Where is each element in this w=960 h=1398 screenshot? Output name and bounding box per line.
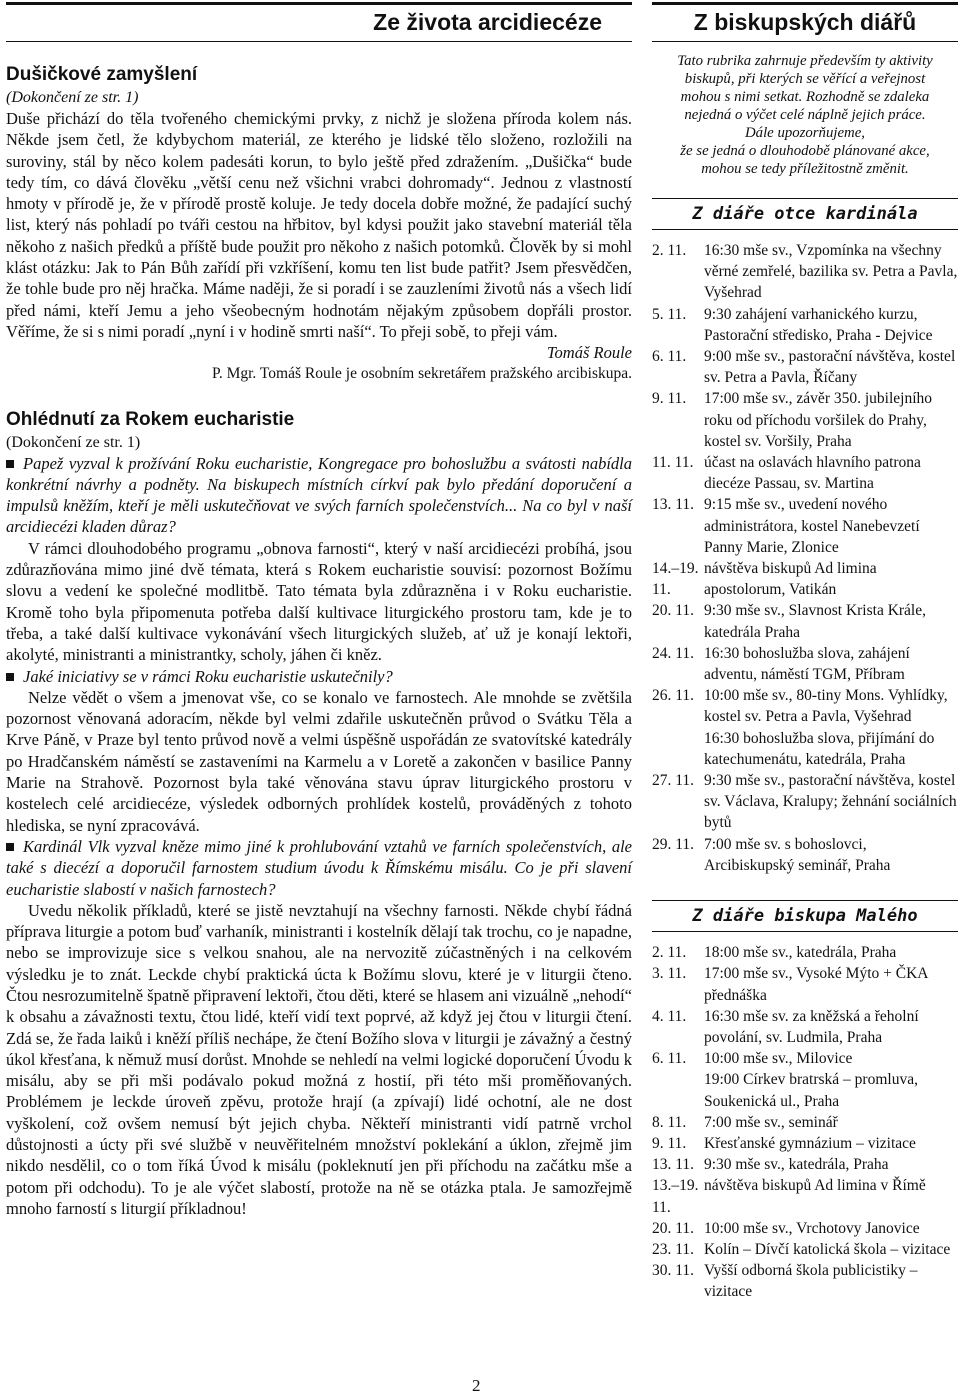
entry-text: 17:00 mše sv., Vysoké Mýto + ČKA přednáška [704,965,928,1004]
entry-text: 7:00 mše sv., seminář [704,1113,838,1131]
entry-date: 20. 11. [652,1219,695,1237]
interview-answer: V rámci dlouhodobého programu „obnova farnosti“, který v naší arcidiecézi probíhá, jsou zdůrazňována mimo jiné dvě témata, která s Rokem eucharistie souvisí: pozornost Božímu slovu a vedení ke společné modlitbě. Tato témata byla zdůrazněna i v Roku eucharistie. Kromě toho byla připomenuta potřeba další kultivace liturgického prostoru tam, kde je to třeba, a také další kultivace vykonávání všech liturgických služeb, ať už je konají lektoři, akolyté, ministranti a ministrantky, scholy, jáhen či kněz. [6,538,632,665]
diary-entry [652,728,958,770]
entry-text: 17:00 mše sv., závěr 350. jubilejního roku od příchodu voršilek do Prahy, kostel sv. Voršily, Praha [704,390,933,450]
diary-entry [652,1175,958,1217]
left-column [6,0,632,1219]
diary-entry [652,558,958,600]
entry-date: 6. 11. [652,348,687,366]
entry-text: návštěva biskupů Ad limina apostolorum, Vatikán [704,560,877,599]
entry-text: 10:00 mše sv., 80-tiny Mons. Vyhlídky, kostel sv. Petra a Pavla, Vyšehrad [704,687,948,726]
entry-date: 6. 11. [652,1050,687,1068]
diary-entry [652,834,958,876]
entry-text: Vyšší odborná škola publicistiky – vizitace [704,1262,918,1301]
article-dusickove [6,63,632,383]
diary-entry [652,770,958,834]
entry-text: 10:00 mše sv., Vrchotovy Janovice [704,1219,920,1237]
interview-question: Jaké iniciativy se v rámci Roku eucharistie uskutečnily? [6,666,632,687]
interview-answer: Nelze vědět o všem a jmenovat vše, co se konalo ve farnostech. Ale mnohde se zvětšila pozornost věnovaná adoracím, někde byl velmi zdařile uskutečněn průvod o Svátku Těla a Krve Páně, v Praze byl tento průvod nově a velmi úspěšně uspořádán ze svatovítské katedrály po Hradčanském náměstí se zastaveními na Karmelu a v Loretě a zakončen v basilice Panny Marie na Strahově. Pozornost byla také věnována stavu úprav liturgického prostoru v kostelech celé arcidiecéze, výsledek odborných prohlídek kostelů, prováděných z tohoto hlediska, se nyní zpracovává. [6,687,632,835]
diary-entry [652,452,958,494]
diary-entry [652,942,958,963]
article-signature: Tomáš Roule [546,343,632,363]
entry-text: Křesťanské gymnázium – vizitace [704,1134,916,1152]
entry-text: 9:00 mše sv., pastorační návštěva, kostel sv. Petra a Pavla, Říčany [704,348,956,387]
diary-entry [652,1239,958,1260]
entry-text: 9:30 mše sv., pastorační návštěva, kostel sv. Václava, Kralupy; žehnání sociálních bytů [704,772,957,832]
interview-question: Kardinál Vlk vyzval kněze mimo jiné k prohlubování vztahů ve farních společenstvích, ale také s diecézí a doporučil farnostem studium úvodu k Římskému misálu. Co je při slavení eucharistie slabostí v našich farnostech? [6,836,632,899]
diary-entry [652,963,958,1005]
diary-title-cardinal: Z diáře otce kardinála [652,198,958,230]
entry-text: 16:30 bohoslužba slova, přijímání do katechumenátu, katedrála, Praha [704,729,935,768]
section-header: Ze života arcidiecéze [6,2,632,42]
interview-question: Papež vyzval k prožívání Roku eucharistie, Kongregace pro bohoslužbu a svátosti nabídla konkrétní návrhy a podněty. Na biskupech místních církví pak bylo předání doporučení a impulsů kněžím, kteří je měli uskutečňovat ve svých farních společenstvích... Na co byl v naší arcidiecézi kladen důraz? [6,453,632,537]
diary-list-bishop [652,942,958,1302]
diary-entry [652,1133,958,1154]
entry-date: 3. 11. [652,965,687,983]
entry-date: 2. 11. [652,242,687,259]
entry-date: 4. 11. [652,1007,687,1025]
entry-text: 7:00 mše sv. s bohoslovci, Arcibiskupský seminář, Praha [704,835,891,874]
diary-entry [652,1069,958,1111]
entry-date: 13. 11. [652,496,695,514]
entry-date: 14.–19. 11. [652,560,699,599]
entry-text: 9:30 mše sv., katedrála, Praha [704,1156,889,1174]
diary-entry [652,600,958,642]
entry-text: 16:30 bohoslužba slova, zahájení adventu, náměstí TGM, Příbram [704,644,910,684]
diary-list-cardinal [652,240,958,876]
diary-title-bishop: Z diáře biskupa Malého [652,900,958,932]
section-header: Z biskupských diářů [652,2,958,42]
diary-entry [652,240,958,304]
diary-entry [652,1154,958,1175]
page-number: 2 [472,1376,481,1395]
entry-text: 9:30 zahájení varhanického kurzu, Pastorační středisko, Praha - Dejvice [704,305,933,344]
article-subtitle: (Dokončení ze str. 1) [6,89,139,106]
entry-date: 27. 11. [652,772,695,790]
entry-date [652,728,704,770]
entry-date: 20. 11. [652,602,695,620]
entry-text: 9:15 mše sv., uvedení nového administrátora, kostel Nanebevzetí Panny Marie, Zlonice [704,496,920,556]
entry-date: 24. 11. [652,644,695,662]
entry-date: 9. 11. [652,390,687,408]
diary-entry [652,1218,958,1239]
rubric-intro: Tato rubrika zahrnuje především ty aktivity biskupů, při kterých se věřící a veřejnost mohou s nimi setkat. Rozhodně se zdaleka nejedná o výčet celé náplně jejich práce. Dále upozorňujeme, že se jedná o dlouhodobě plánované akce, mohou se tedy příležitostně změnit. [677,53,933,177]
article-subtitle: (Dokončení ze str. 1) [6,433,141,451]
entry-text: 16:30 mše sv., Vzpomínka na všechny věrné zemřelé, bazilika sv. Petra a Pavla, Vyšehrad [704,242,958,302]
diary-entry [652,685,958,727]
entry-date [652,1069,704,1111]
diary-entry [652,1112,958,1133]
bullet-square-icon [6,673,14,681]
right-column [652,0,958,1303]
diary-entry [652,1006,958,1048]
entry-text: návštěva biskupů Ad limina v Římě [704,1177,926,1195]
interview-answer: Uvedu několik příkladů, které se jistě nevztahují na všechny farnosti. Někde chybí řádná příprava liturgie a potom buď varhaník, ministranti i kostelník dělají tak trochu, co je napadne, nebo se improvizuje sice s velkou snahou, ale na nervozitě zúčastněných i na celkovém výsledku je to znát. Leckde chybí praktická úcta k Božímu slovu, které je v liturgii čteno. Čtou nesrozumitelně špatně připravení lektoři, čtou děti, které se hlasem ani vizuálně „nehodí“ k obsahu a závažnosti textu, čtou lidé, kteří vidí text poprvé, až když jej čtou v liturgii čtení. Zdá se, že řada laiků i kněží příliš nechápe, že čtení Božího slova v liturgii je závažný a čestný úkol křesťana, k němuž musí dorůst. Mnohde se nehledí na velmi logické doporučení Úvodu k misálu, aby se při mši podávalo pokud možná z hostií, při této mši proměňovaných. Problémem je leckde úroveň zpěvu, protože hrají (a zpívají) lidé ochotní, ale ne dost vyškolení, což ovšem nemusí být jejich chyba. Někteří ministranti vidí patrně vrchol důstojnosti a úcty při své službě v neuvěřitelném množství poklekání a úklon, zřejmě jim nikdo nesdělil, co o tom říká Úvod k misálu (pokleknutí jen při příchodu na začátku mše a potom při odchodu). To je ale výčet slabostí, protože na ně se otázka ptala. Je samozřejmě mnoho farností s liturgií příkladnou! [6,900,632,1218]
entry-date: 13. 11. [652,1156,695,1174]
diary-entry [652,643,958,685]
author-note: P. Mgr. Tomáš Roule je osobním sekretářem pražského arcibiskupa. [211,364,632,382]
entry-date: 30. 11. [652,1262,695,1280]
entry-text: 9:30 mše sv., Slavnost Krista Krále, katedrála Praha [704,602,926,641]
entry-text: 10:00 mše sv., Milovice [704,1050,853,1068]
entry-text: účast na oslavách hlavního patrona diecéze Passau, sv. Martina [704,454,921,493]
entry-text: Kolín – Dívčí katolická škola – vizitace [704,1240,951,1258]
entry-date: 26. 11. [652,687,695,705]
diary-entry [652,304,958,346]
entry-date: 9. 11. [652,1134,687,1152]
diary-entry [652,1260,958,1302]
entry-date: 29. 11. [652,835,695,853]
entry-text: 19:00 Církev bratrská – promluva, Soukenická ul., Praha [704,1071,918,1110]
article-eucharistie [6,408,632,1220]
entry-text: 18:00 mše sv., katedrála, Praha [704,944,897,962]
article-body: Duše přichází do těla tvořeného chemickými prvky, z nichž je složena příroda kolem nás. Někde jsem četl, že kdybychom materiál, ze kterého je lidské tělo složeno, rozložili na suroviny, stál by něco kolem padesáti korun, to bylo ještě před zdražením. „Dušička“ bude tedy tím, co dává člověku „větší cenu než všichni vrabci dohromady“. Jednou z vlastností hmoty v přírodě je, že v přírodě prostě koluje. Je tedy docela dobře možné, že padající suchý list, který nás pohladí po tváři cestou na hřbitov, byl kdysi použit jako stavební materiál těla někoho z našich předků a příště bude použit pro někoho z našich potomků. Člověk by si mohl klást otázku: Jak to Pán Bůh zařídí při vzkříšení, komu ten list bude patřit? Jsem přesvědčen, že tohle bude pro něj hračka. Máme naději, že si poradí i se zauzleními životů nás a všech lidí před námi, kteří Jemu a jeho všeobecným hodnotám nějakým způsobem dopřáli prostor. Věříme, že si s nimi poradí „nyní i v hodině smrti naší“. To přeji sobě, to přeji vám. [6,109,632,341]
diary-entry [652,388,958,452]
bullet-square-icon [6,843,14,851]
diary-entry [652,346,958,388]
diary-entry [652,494,958,558]
article-title: Dušičkové zamyšlení [6,64,198,85]
entry-date: 2. 11. [652,944,687,962]
diary-entry [652,1048,958,1069]
entry-text: 16:30 mše sv. za kněžská a řeholní povolání, sv. Ludmila, Praha [704,1007,919,1046]
entry-date: 11. 11. [652,454,694,472]
entry-date: 23. 11. [652,1240,695,1258]
bullet-square-icon [6,460,14,468]
article-title: Ohlédnutí za Rokem eucharistie [6,408,295,430]
entry-date: 13.–19. 11. [652,1177,699,1216]
entry-date: 8. 11. [652,1113,687,1131]
entry-date: 5. 11. [652,305,687,323]
